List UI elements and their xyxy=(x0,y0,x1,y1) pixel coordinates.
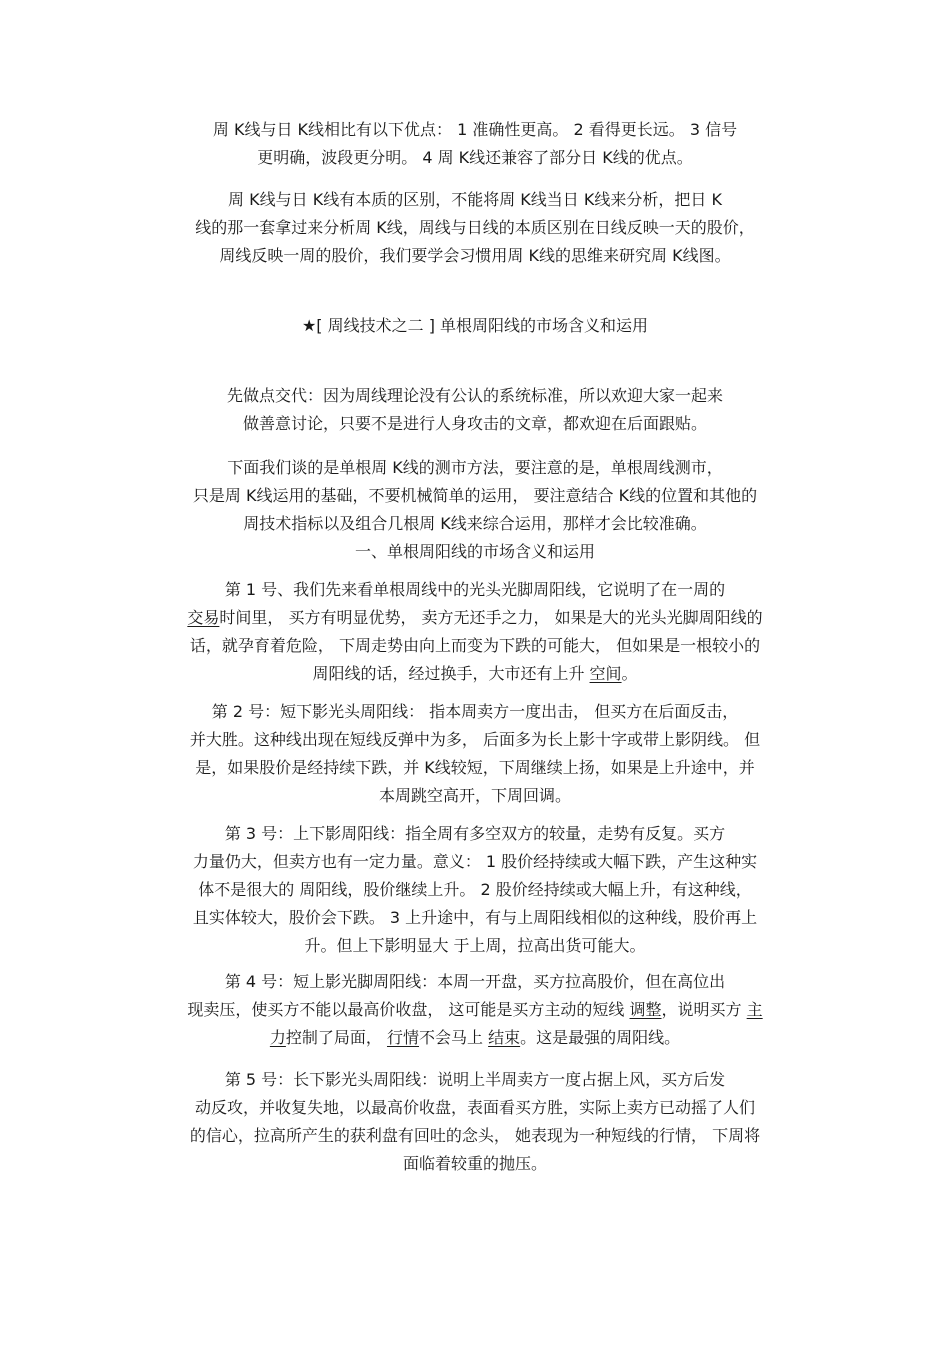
text-line: 本周跳空高开，下周回调。 xyxy=(378,786,571,805)
text-line: 动反攻，并收复失地，以最高价收盘，表面看买方胜，实际上卖方已动摇了人们 xyxy=(194,1098,755,1117)
text-line: 面临着较重的抛压。 xyxy=(402,1154,547,1173)
text-fragment: 周阳线的话，经过换手，大市还有上升 xyxy=(312,664,590,683)
text-line: 话，就孕育着危险， 下周走势由向上而变为下跌的可能大， 但如果是一根较小的 xyxy=(189,636,761,655)
link-main-force[interactable]: 主 xyxy=(746,1000,763,1019)
text-line: 线的那一套拿过来分析周 K线，周线与日线的本质区别在日线反映一天的股价， xyxy=(195,218,755,237)
text-line: 第 1 号、我们先来看单根周线中的光头光脚周阳线，它说明了在一周的 xyxy=(224,580,726,599)
text-line: 升。但上下影明显大 于上周，拉高出货可能大。 xyxy=(304,936,646,955)
paragraph-no2 xyxy=(140,698,810,810)
text-fragment: ，说明买方 xyxy=(661,1000,747,1019)
link-main-force-cont[interactable]: 力 xyxy=(269,1028,286,1047)
paragraph-no1 xyxy=(140,576,810,688)
link-market[interactable]: 行情 xyxy=(386,1028,419,1047)
text-fragment: 。这是最强的周阳线。 xyxy=(520,1028,681,1047)
text-line: 且实体较大，股价会下跌。 3 上升途中，有与上周阳线相似的这种线，股价再上 xyxy=(192,908,758,927)
link-adjustment[interactable]: 调整 xyxy=(629,1000,662,1019)
paragraph-weekly-advantages xyxy=(140,116,810,172)
text-fragment: 不会马上 xyxy=(419,1028,489,1047)
paragraph-no3 xyxy=(140,820,810,960)
section-heading: ★[ 周线技术之二 ] 单根周阳线的市场含义和运用 xyxy=(301,316,649,335)
text-fragment: 控制了局面， xyxy=(285,1028,387,1047)
text-line xyxy=(140,660,810,688)
text-line: 第 3 号：上下影周阳线：指全周有多空双方的较量，走势有反复。买方 xyxy=(224,824,726,843)
text-line: 体不是很大的 周阳线，股价继续上升。 2 股价经持续或大幅上升，有这种线， xyxy=(198,880,752,899)
paragraph-no5 xyxy=(140,1066,810,1178)
subheading: 一、单根周阳线的市场含义和运用 xyxy=(354,542,595,561)
text-line: 是，如果股价是经持续下跌，并 K线较短，下周继续上扬，如果是上升途中，并 xyxy=(195,758,755,777)
link-space[interactable]: 空间 xyxy=(589,664,622,683)
text-line: 周 K线与日 K线相比有以下优点： 1 准确性更高。 2 看得更长远。 3 信号 xyxy=(212,120,738,139)
paragraph-no4 xyxy=(140,968,810,1052)
text-line: 第 2 号：短下影光头周阳线： 指本周卖方一度出击， 但买方在后面反击， xyxy=(211,702,739,721)
text-line: 第 5 号：长下影光头周阳线：说明上半周卖方一度占据上风，买方后发 xyxy=(224,1070,726,1089)
text-fragment: 。 xyxy=(621,664,638,683)
text-line: 做善意讨论，只要不是进行人身攻击的文章，都欢迎在后面跟贴。 xyxy=(242,414,707,433)
link-end[interactable]: 结束 xyxy=(488,1028,521,1047)
text-line xyxy=(140,996,810,1024)
text-line: 并大胜。这种线出现在短线反弹中为多， 后面多为长上影十字或带上影阴线。 但 xyxy=(189,730,761,749)
text-line xyxy=(140,1024,810,1052)
text-line: 第 4 号：短上影光脚周阳线：本周一开盘，买方拉高股价，但在高位出 xyxy=(224,972,726,991)
text-line: 周 K线与日 K线有本质的区别，不能将周 K线当日 K线来分析，把日 K xyxy=(228,190,722,209)
text-fragment: 时间里， 买方有明显优势， 卖方无还手之力， 如果是大的光头光脚周阳线的 xyxy=(219,608,763,627)
link-trade[interactable]: 交易 xyxy=(187,608,220,627)
text-fragment: 现卖压，使买方不能以最高价收盘， 这可能是买方主动的短线 xyxy=(187,1000,630,1019)
text-line xyxy=(140,604,810,632)
text-line: 周技术指标以及组合几根周 K线来综合运用，那样才会比较准确。 xyxy=(243,514,707,533)
text-line: 力量仍大，但卖方也有一定力量。意义： 1 股价经持续或大幅下跌，产生这种实 xyxy=(192,852,758,871)
text-line: 周线反映一周的股价，我们要学会习惯用周 K线的思维来研究周 K线图。 xyxy=(219,246,731,265)
paragraph-essential-difference xyxy=(140,186,810,270)
text-line: 只是周 K线运用的基础，不要机械简单的运用， 要注意结合 K线的位置和其他的 xyxy=(192,486,758,505)
paragraph-method-intro xyxy=(140,454,810,566)
text-line: 下面我们谈的是单根周 K线的测市方法，要注意的是，单根周线测市， xyxy=(227,458,723,477)
text-line: 先做点交代：因为周线理论没有公认的系统标准，所以欢迎大家一起来 xyxy=(226,386,723,405)
text-line: 更明确，波段更分明。 4 周 K线还兼容了部分日 K线的优点。 xyxy=(257,148,693,167)
paragraph-preface xyxy=(140,382,810,438)
text-line: 的信心，拉高所产生的获利盘有回吐的念头， 她表现为一种短线的行情， 下周将 xyxy=(189,1126,761,1145)
